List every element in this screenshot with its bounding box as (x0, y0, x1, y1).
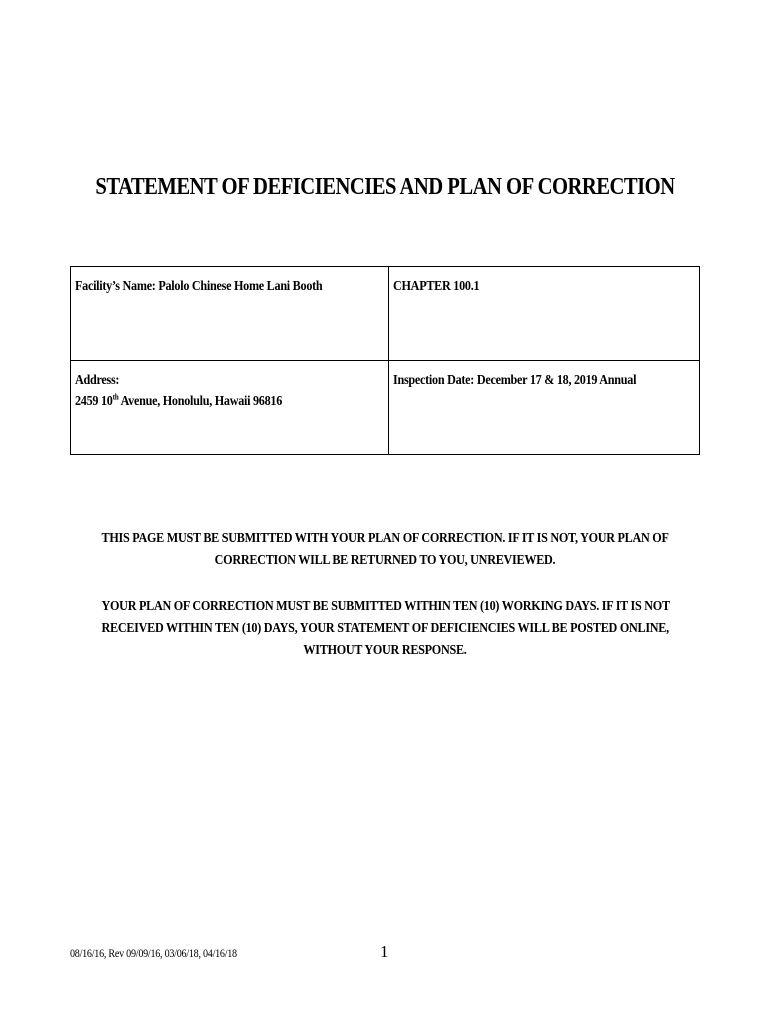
page-number: 1 (380, 942, 389, 961)
address-cell (71, 361, 389, 455)
document-title: STATEMENT OF DEFICIENCIES AND PLAN OF CORRECTION (95, 174, 675, 200)
table-row (71, 267, 700, 361)
address-value (75, 390, 282, 411)
chapter-cell (389, 267, 700, 361)
notice-line: YOUR PLAN OF CORRECTION MUST BE SUBMITTED WITHIN TEN (10) WORKING DAYS. IF IT IS NOT (101, 598, 670, 613)
notice-line: CORRECTION WILL BE RETURNED TO YOU, UNREVIEWED. (214, 552, 556, 567)
facility-info-table (70, 266, 700, 455)
submission-notice (70, 527, 700, 571)
table-row (71, 361, 700, 455)
facility-name: Facility’s Name: Palolo Chinese Home Lani Booth (75, 278, 323, 293)
chapter: CHAPTER 100.1 (393, 278, 480, 293)
address-superscript: th (112, 392, 119, 402)
facility-name-cell (71, 267, 389, 361)
notice-line: THIS PAGE MUST BE SUBMITTED WITH YOUR PLAN OF CORRECTION. IF IT IS NOT, YOUR PLAN OF (101, 530, 669, 545)
revision-dates: 08/16/16, Rev 09/09/16, 03/06/18, 04/16/18 (70, 948, 237, 960)
notice-line: WITHOUT YOUR RESPONSE. (303, 642, 467, 657)
address-number: 2459 10 (75, 393, 113, 408)
inspection-date: Inspection Date: December 17 & 18, 2019 Annual (393, 372, 637, 387)
inspection-date-cell (389, 361, 700, 455)
address-rest: Avenue, Honolulu, Hawaii 96816 (118, 393, 283, 408)
deadline-notice (70, 595, 700, 661)
address-label: Address: (75, 372, 120, 387)
notice-line: RECEIVED WITHIN TEN (10) DAYS, YOUR STATEMENT OF DEFICIENCIES WILL BE POSTED ONLINE, (101, 620, 669, 635)
